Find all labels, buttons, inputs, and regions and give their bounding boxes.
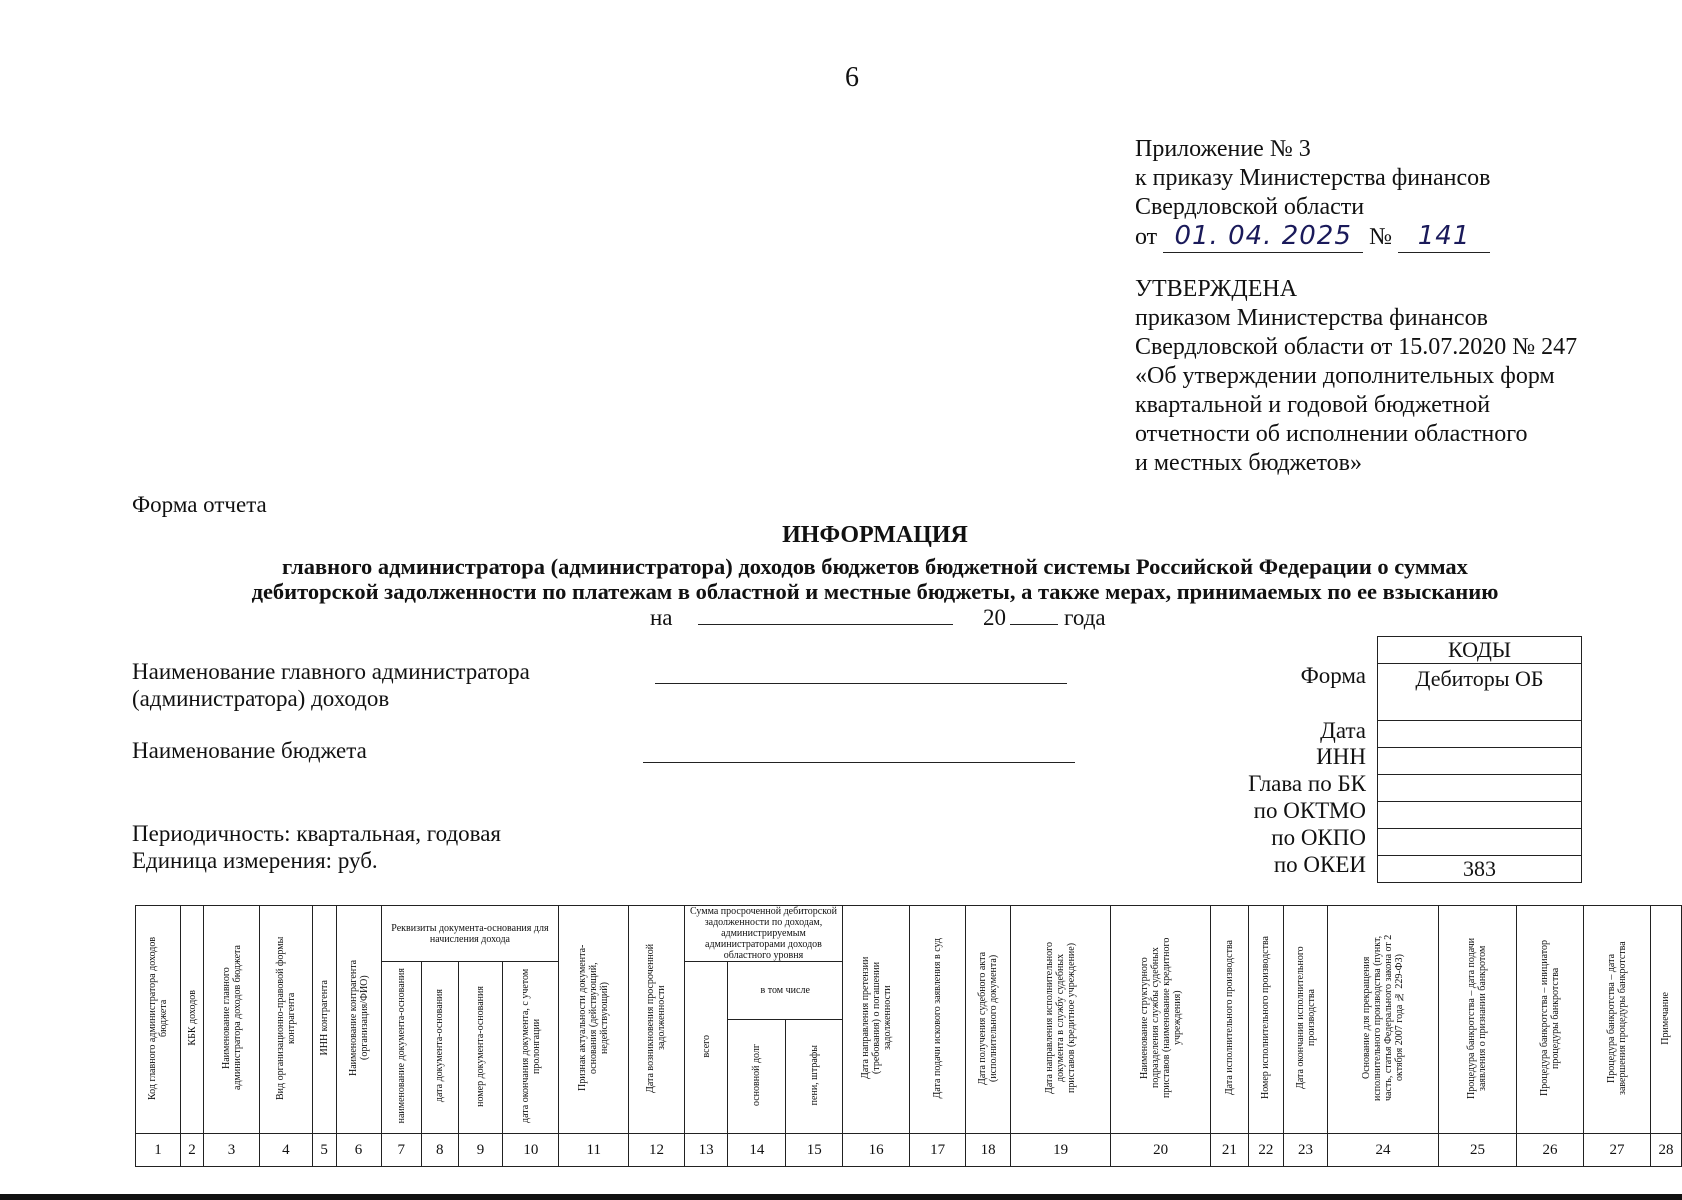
codes-label-oktmo: по ОКТМО xyxy=(1253,798,1366,823)
column-number: 24 xyxy=(1327,1134,1438,1167)
col-header xyxy=(312,906,336,1134)
col-header-text: КБК доходов xyxy=(186,990,198,1046)
code-chapter-cell[interactable] xyxy=(1378,775,1582,802)
group-header-document: Реквизиты документа-основания для начисления дохода xyxy=(381,906,559,962)
col-header-text: дата документа-основания xyxy=(434,989,446,1103)
column-number: 25 xyxy=(1438,1134,1516,1167)
admin-name-label xyxy=(132,658,530,712)
column-number: 17 xyxy=(910,1134,966,1167)
code-date-cell[interactable] xyxy=(1378,721,1582,748)
column-number: 7 xyxy=(381,1134,421,1167)
col-header xyxy=(1516,906,1583,1134)
col-header-text: Наименование контрагента (организация/ФИО) xyxy=(347,959,370,1077)
column-numbers-row xyxy=(136,1134,1682,1167)
code-okei-value: 383 xyxy=(1378,856,1582,883)
col-header xyxy=(503,962,559,1134)
form-label: Форма отчета xyxy=(132,492,267,517)
order-date-handwritten: 01. 04. 2025 xyxy=(1174,221,1352,251)
column-number: 28 xyxy=(1650,1134,1681,1167)
code-form-value: Дебиторы ОБ xyxy=(1378,664,1582,721)
codes-table xyxy=(1377,636,1582,883)
col-header-text: Дата направления претензии (требования) о погашении задолженности xyxy=(859,956,893,1080)
column-number: 14 xyxy=(728,1134,786,1167)
budget-name-field[interactable] xyxy=(643,762,1075,763)
col-header-text: Дата получения судебного акта (исполнительного документа) xyxy=(977,951,1000,1085)
col-header-text: Процедура банкротства – инициатор процедуры банкротства xyxy=(1538,940,1561,1097)
approved-line: приказом Министерства финансов xyxy=(1135,305,1488,331)
subgroup-header: в том числе xyxy=(728,962,843,1020)
column-number: 27 xyxy=(1583,1134,1650,1167)
approved-line: Свердловской области от 15.07.2020 № 247 xyxy=(1135,334,1578,360)
appendix-line-1: Приложение № 3 xyxy=(1135,136,1311,162)
col-header-text: Процедура банкротства – дата подачи заявления о признании банкротом xyxy=(1466,937,1489,1099)
column-number: 10 xyxy=(503,1134,559,1167)
group-header-sum: Сумма просроченной дебиторской задолженности по доходам, администрируемым администраторами доходов областного уровня xyxy=(684,906,842,962)
codes-label-form: Форма xyxy=(1300,663,1366,688)
column-number: 5 xyxy=(312,1134,336,1167)
col-header xyxy=(1211,906,1249,1134)
col-header xyxy=(136,906,181,1134)
appendix-line-3: Свердловской области xyxy=(1135,194,1365,220)
column-number: 4 xyxy=(260,1134,313,1167)
col-header-text: Дата направления исполнительного документа в службу судебных приставов (кредитное учреждение) xyxy=(1044,942,1078,1094)
col-header-text: Дата возникновения просроченной задолженности xyxy=(645,943,668,1093)
col-header xyxy=(1650,906,1681,1134)
codes-label-okei: по ОКЕИ xyxy=(1273,852,1366,877)
approved-line: квартальной и годовой бюджетной xyxy=(1135,392,1491,418)
col-header xyxy=(684,962,728,1134)
code-okpo-cell[interactable] xyxy=(1378,829,1582,856)
column-number: 1 xyxy=(136,1134,181,1167)
order-number-field xyxy=(1398,222,1490,253)
col-header xyxy=(629,906,685,1134)
col-header-text: Примечание xyxy=(1660,991,1672,1045)
order-date-field xyxy=(1163,222,1363,253)
budget-name-label: Наименование бюджета xyxy=(132,738,367,763)
column-number: 26 xyxy=(1516,1134,1583,1167)
column-number: 22 xyxy=(1248,1134,1283,1167)
admin-name-label-line-1: Наименование главного администратора xyxy=(132,659,530,684)
document-subtitle-2: дебиторской задолженности по платежам в областной и местные бюджеты, а также мерах, принимаемых по ее взысканию xyxy=(251,579,1499,604)
col-header-text: Дата исполнительного производства xyxy=(1223,940,1235,1096)
column-number: 2 xyxy=(181,1134,204,1167)
column-number: 23 xyxy=(1284,1134,1328,1167)
col-header xyxy=(1248,906,1283,1134)
col-header-text: Дата окончания исполнительного производства xyxy=(1294,946,1317,1090)
col-header xyxy=(910,906,966,1134)
col-header xyxy=(559,906,629,1134)
col-header xyxy=(336,906,381,1134)
report-year-field[interactable] xyxy=(1010,624,1058,625)
col-header-text: Процедура банкротства – дата завершения процедуры банкротства xyxy=(1605,941,1628,1095)
approved-block xyxy=(1135,275,1577,478)
col-header-text: наименование документа-основания xyxy=(395,968,407,1124)
col-header xyxy=(786,1020,843,1134)
codes-label-inn: ИНН xyxy=(1316,744,1366,769)
col-header-text: пени, штрафы xyxy=(808,1044,820,1106)
col-header xyxy=(966,906,1011,1134)
column-number: 13 xyxy=(684,1134,728,1167)
column-number: 15 xyxy=(786,1134,843,1167)
col-header-text: Вид организационно-правовой формы контрагента xyxy=(274,936,297,1100)
column-number: 8 xyxy=(421,1134,458,1167)
code-oktmo-cell[interactable] xyxy=(1378,802,1582,829)
scan-edge-bar xyxy=(0,1194,1682,1200)
col-header xyxy=(458,962,503,1134)
col-header-text: Дата подачи искового заявления в суд xyxy=(932,937,944,1099)
col-header-text: номер документа-основания xyxy=(475,985,487,1107)
col-header-text: основной долг xyxy=(751,1044,763,1107)
document-subtitle-1: главного администратора (администратора) доходов бюджетов бюджетной системы Российской Федерации о суммах xyxy=(282,554,1468,579)
year-prefix: 20 xyxy=(983,605,1007,630)
col-header xyxy=(1284,906,1328,1134)
col-header-text: Наименование главного администратора доходов бюджета xyxy=(220,945,243,1091)
col-header-text: ИНН контрагента xyxy=(318,980,330,1056)
col-header xyxy=(260,906,313,1134)
appendix-block xyxy=(1135,135,1490,253)
column-number: 19 xyxy=(1011,1134,1111,1167)
admin-name-label-line-2: (администратора) доходов xyxy=(132,686,390,711)
col-header xyxy=(1011,906,1111,1134)
from-label: от xyxy=(1135,224,1158,250)
column-number: 20 xyxy=(1111,1134,1211,1167)
col-header-text: Номер исполнительного производства xyxy=(1260,936,1272,1100)
col-header xyxy=(1111,906,1211,1134)
col-header xyxy=(1327,906,1438,1134)
col-header xyxy=(181,906,204,1134)
report-date-field[interactable] xyxy=(698,624,953,625)
approved-line: «Об утверждении дополнительных форм xyxy=(1135,363,1555,389)
column-number: 18 xyxy=(966,1134,1011,1167)
col-header-text: Основание для прекращения исполнительного производства (пункт, часть, статья Федерального закона от 2 октября 2007 года № 229-ФЗ) xyxy=(1360,934,1405,1102)
main-table xyxy=(135,905,1682,1167)
col-header-text: Наименование структурного подразделения службы судебных приставов (наименование кредитного учреждения) xyxy=(1138,937,1183,1099)
column-number: 16 xyxy=(843,1134,910,1167)
appendix-date-number xyxy=(1135,222,1490,253)
order-number-handwritten: 141 xyxy=(1417,221,1471,251)
col-header-text: Признак актуальности документа-основания (действующий, недействующий) xyxy=(577,944,611,1092)
report-date-line xyxy=(650,605,1106,631)
codes-label-date: Дата xyxy=(1320,718,1366,743)
periodicity-label: Периодичность: квартальная, годовая xyxy=(132,821,501,846)
codes-label-okpo: по ОКПО xyxy=(1271,825,1366,850)
on-label: на xyxy=(650,605,673,630)
col-header-text: дата окончания документа, с учетом пролонгации xyxy=(519,968,542,1124)
approved-heading: УТВЕРЖДЕНА xyxy=(1135,276,1298,302)
col-header xyxy=(1583,906,1650,1134)
approved-line: отчетности об исполнении областного xyxy=(1135,421,1528,447)
col-header xyxy=(1438,906,1516,1134)
document-title: ИНФОРМАЦИЯ xyxy=(782,522,968,548)
col-header xyxy=(421,962,458,1134)
column-number: 6 xyxy=(336,1134,381,1167)
col-header-text: Код главного администратора доходов бюджета xyxy=(147,936,169,1100)
column-number: 12 xyxy=(629,1134,685,1167)
column-number: 11 xyxy=(559,1134,629,1167)
admin-name-field[interactable] xyxy=(655,683,1067,684)
approved-line: и местных бюджетов» xyxy=(1135,450,1362,476)
column-number: 3 xyxy=(204,1134,260,1167)
appendix-line-2: к приказу Министерства финансов xyxy=(1135,165,1491,191)
unit-label: Единица измерения: руб. xyxy=(132,848,378,873)
col-header xyxy=(381,962,421,1134)
column-number: 21 xyxy=(1211,1134,1249,1167)
codes-header: КОДЫ xyxy=(1378,637,1582,664)
col-header xyxy=(728,1020,786,1134)
year-suffix: года xyxy=(1064,605,1106,630)
page-number: 6 xyxy=(845,62,859,93)
col-header xyxy=(843,906,910,1134)
number-label: № xyxy=(1369,224,1393,250)
column-number: 9 xyxy=(458,1134,503,1167)
col-header xyxy=(204,906,260,1134)
code-inn-cell[interactable] xyxy=(1378,748,1582,775)
codes-label-chapter: Глава по БК xyxy=(1248,771,1366,796)
col-header-text: всего xyxy=(700,1034,712,1058)
